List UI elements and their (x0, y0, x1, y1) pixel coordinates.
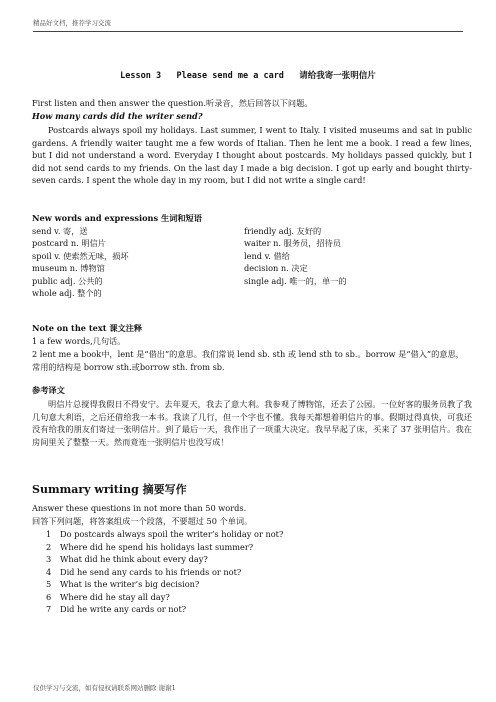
translation-text: 明信片总搅得我假日不得安宁。去年夏天，我去了意大利。我参观了博物馆，还去了公园。一位好客的服务员教了我几句意大利语，之后还借给我一本书。我读了几行，但一个字也不懂。我每天都想着明信片的事。假期过得真快，可我还没有给我的朋友们寄过一张明信片。到了最后一天，我作出了一项重大决定。我早早起了床，买来了 37 张明信片。我在房间里关了整整一天。然而竟连一张明信片也没写成！ (32, 399, 472, 447)
notes-heading: Note on the text 课文注释 (32, 323, 143, 333)
word-row (32, 262, 472, 274)
summary-instruction-cn: 回答下列问题，将答案组成一个段落，不要超过 50 个单词。 (32, 516, 253, 526)
word-row (32, 237, 472, 249)
list-item: 6 Where did he stay all day? (46, 591, 170, 602)
summary-instruction-en: Answer these questions in not more than 50 words. (32, 503, 247, 513)
passage: Postcards always spoil my holidays. Last summer, I went to Italy. I visited museums and sat in public gardens. A friendly waiter taught me a few words of Italian. Then he lent me a book. I read a few lines, but I did not understand a word. Everyday I thought about postcards. My holidays passed quickly, but I did not send cards to my friends. On the last day I made a big decision. I got up early and bought thirty-seven cards. I spent the whole day in my room, but I did not write a single card! (32, 125, 472, 186)
word-item: postcard n. 明信片 (32, 238, 106, 249)
lesson-title (0, 69, 496, 81)
word-item: public adj. 公共的 (32, 275, 103, 286)
list-item: 3 What did he think about every day? (46, 554, 208, 564)
note-item: 1 a few words,几句话。 (32, 336, 126, 346)
word-row (32, 250, 472, 262)
word-row (32, 287, 472, 299)
note-item: 2 lent me a book中，lent 是“借出”的意思。我们常说 lend sb. sth 或 lend sth to sb.。borrow 是“借入”的意思，常用的结构是 borrow sth.或borrow sth. from sb. (32, 349, 464, 372)
word-item: spoil v. 使索然无味，损坏 (32, 250, 129, 261)
word-item: museum n. 博物馆 (32, 263, 105, 274)
list-item: 4 Did he send any cards to his friends or not? (46, 566, 242, 577)
instruction: First listen and then answer the question.听录音，然后回答以下问题。 (32, 98, 313, 108)
title-en: Lesson 3 Please send me a card (120, 71, 284, 81)
question-list (46, 528, 283, 616)
question: How many cards did the writer send? (32, 111, 203, 121)
translation-heading: 参考译文 (32, 385, 65, 395)
word-row (32, 225, 472, 237)
page-header: 精品好文档，推荐学习交流 (33, 19, 111, 27)
list-item: 5 What is the writer’s big decision? (46, 579, 200, 589)
word-item: friendly adj. 友好的 (244, 226, 322, 236)
summary-heading: Summary writing 摘要写作 (32, 483, 187, 496)
word-list (32, 225, 472, 299)
word-item: waiter n. 服务员，招待员 (244, 238, 341, 249)
word-row (32, 275, 472, 287)
list-item: 1 Do postcards always spoil the writer’s holiday or not? (46, 529, 284, 539)
new-words-heading: New words and expressions 生词和短语 (32, 213, 202, 223)
list-item: 7 Did he write any cards or not? (46, 604, 187, 614)
word-item: send v. 寄，送 (32, 226, 88, 236)
list-item: 2 Where did he spend his holidays last summer? (46, 541, 254, 552)
title-cn: 请给我寄一张明信片 (299, 71, 376, 81)
word-item: single adj. 唯一的，单一的 (244, 275, 347, 286)
word-item: whole adj. 整个的 (32, 288, 102, 299)
page-footer: 仅供学习与交流，如有侵权请联系网站删除 谢谢1 (33, 684, 176, 692)
header-rule (33, 31, 463, 32)
word-item: lend v. 借给 (244, 250, 290, 261)
word-item: decision n. 决定 (244, 263, 308, 274)
